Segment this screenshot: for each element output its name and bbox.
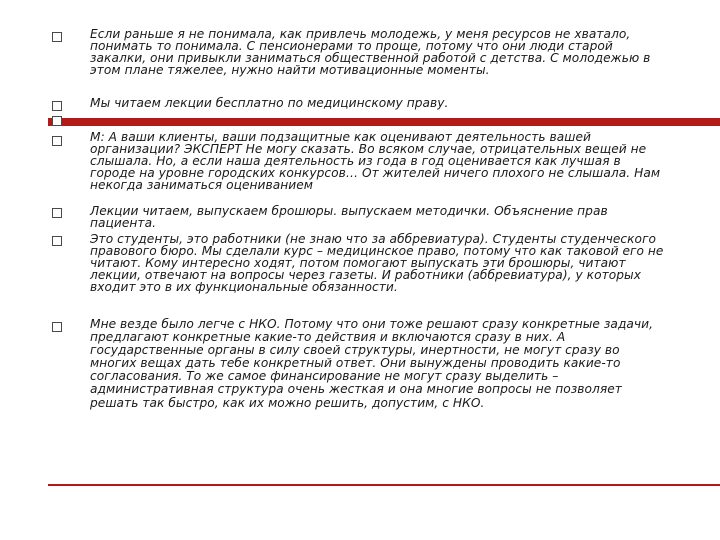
bullet-icon: [52, 101, 62, 111]
top-divider-bar: [48, 118, 720, 126]
paragraph-2: Мы читаем лекции бесплатно по медицинскому праву.: [90, 96, 449, 110]
paragraph-6: Мне везде было легче с НКО. Потому что они тоже решают сразу конкретные задачи, предлагают конкретные какие-то действия и включаются сразу в них. А государственные органы в силу своей структуры, инертности, не могут сразу во многих вещах дать тебе конкретный ответ. Они вынуждены проводить какие-то согласования. То же самое финансирование не могут сразу выделить – административная структура очень жесткая и она многие вопросы не позволяет решать так быстро, как их можно решить, допустим, с НКО.: [90, 317, 654, 410]
paragraph-1: Если раньше я не понимала, как привлечь молодежь, у меня ресурсов не хватало, понимать то понимала. С пенсионерами то проще, потому что они люди старой закалки, они привыкли заниматься общественной работой с детства. С молодежью в этом плане тяжелее, нужно найти мотивационные моменты.: [90, 27, 651, 77]
bullet-icon: [52, 136, 62, 146]
bullet-icon: [52, 208, 62, 218]
bullet-icon: [52, 116, 62, 126]
paragraph-3: М: А ваши клиенты, ваши подзащитные как оценивают деятельность вашей организации? ЭКСПЕРТ Не могу сказать. Во всяком случае, отрицательных вещей не слышала. Но, а если наша деятельность из года в год оценивается как лучшая в городе на уровне городских конкурсов… От жителей ничего плохого не слышала. Нам некогда заниматься оцениванием: [90, 130, 661, 192]
paragraph-5: Это студенты, это работники (не знаю что за аббревиатура). Студенты студенческого правового бюро. Мы сделали курс – медицинское право, потому что как таковой его не читают. Кому интересно ходят, потом помогают выпускать эти брошюры, читают лекции, отвечают на вопросы через газеты. И работники (аббревиатура), у которых входит это в их функциональные обязанности.: [90, 232, 664, 294]
bullet-icon: [52, 32, 62, 42]
paragraph-4: Лекции читаем, выпускаем брошюры. выпускаем методички. Объяснение прав пациента.: [90, 204, 608, 230]
bullet-icon: [52, 322, 62, 332]
bottom-divider-line: [48, 484, 720, 486]
bullet-icon: [52, 236, 62, 246]
